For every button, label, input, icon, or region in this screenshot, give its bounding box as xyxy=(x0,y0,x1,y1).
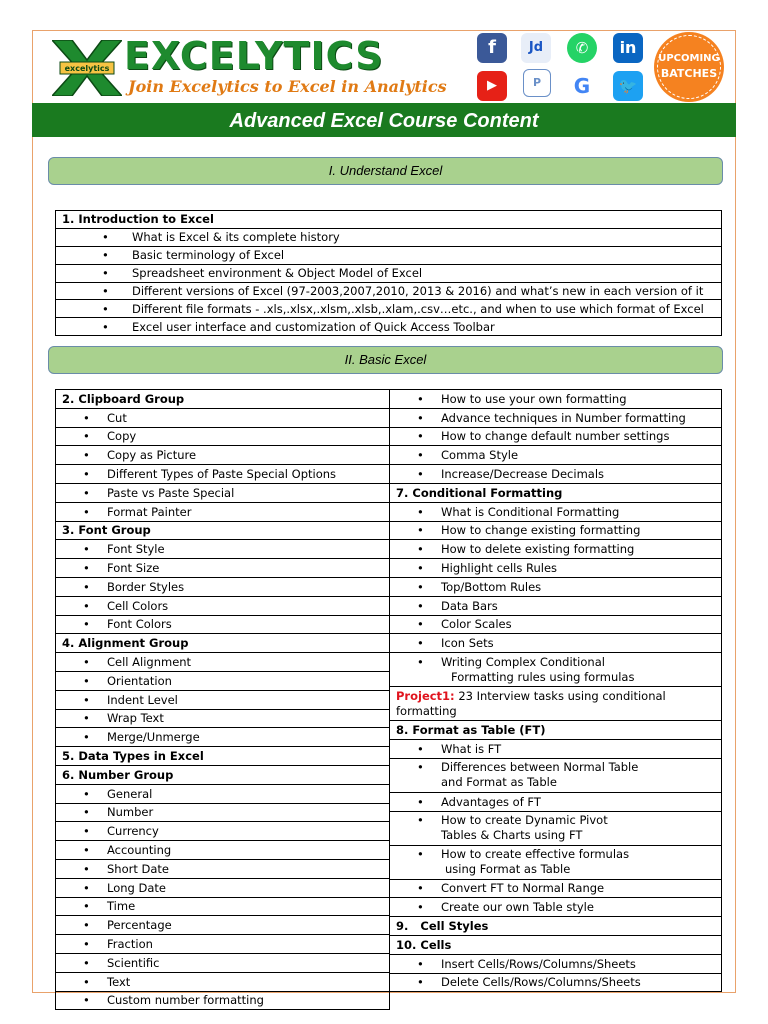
youtube-icon[interactable]: ▶ xyxy=(477,71,507,101)
ft-diff-line2: and Format as Table xyxy=(441,775,557,790)
list-item: • Different versions of Excel (97-2003,2007,2010, 2013 & 2016) and what’s new in each version of it xyxy=(56,282,722,300)
basic-excel-right-table xyxy=(389,389,722,992)
list-item: • Cut xyxy=(56,408,390,427)
list-item: • Merge/Unmerge xyxy=(56,728,390,747)
list-item: • Basic terminology of Excel xyxy=(56,246,722,264)
ft-pivot-line2: Tables & Charts using FT xyxy=(441,828,583,843)
badge-line2: BATCHES xyxy=(660,67,718,80)
list-item: • Copy xyxy=(56,427,390,446)
list-item: • Font Size xyxy=(56,559,390,578)
list-item xyxy=(390,758,722,792)
project-row xyxy=(390,687,722,721)
list-item: • What is Conditional Formatting xyxy=(390,502,722,521)
brand-name: EXCELYTICS xyxy=(124,34,384,78)
urbanpro-icon[interactable]: P xyxy=(523,69,551,97)
list-item: • Cell Alignment xyxy=(56,653,390,672)
list-item: • What is FT xyxy=(390,739,722,758)
table-heading: 5. Data Types in Excel xyxy=(56,747,390,766)
list-item: • Data Bars xyxy=(390,596,722,615)
excelytics-logo-icon xyxy=(52,40,122,96)
basic-excel-left-table xyxy=(55,389,390,1010)
project-text: 23 Interview tasks using conditional formatting xyxy=(396,688,666,718)
list-item: • Fraction xyxy=(56,935,390,954)
list-item: • Highlight cells Rules xyxy=(390,559,722,578)
ft-formula-line2: using Format as Table xyxy=(445,862,571,877)
list-item: • Number xyxy=(56,803,390,822)
list-item: • Different file formats - .xls,.xlsx,.xlsm,.xlsb,.xlam,.csv…etc., and when to use which format of Excel xyxy=(56,300,722,318)
list-item: • How to delete existing formatting xyxy=(390,540,722,559)
list-item: • Different Types of Paste Special Options xyxy=(56,465,390,484)
list-item xyxy=(390,845,722,879)
list-item: • Advantages of FT xyxy=(390,792,722,811)
table-heading: 8. Format as Table (FT) xyxy=(390,721,722,740)
list-item: • How to use your own formatting xyxy=(390,390,722,409)
section-header-understand-excel: I. Understand Excel xyxy=(48,157,723,185)
ft-diff-line1: • Differences between Normal Table xyxy=(417,760,715,775)
list-item: • Long Date xyxy=(56,878,390,897)
list-item: • Delete Cells/Rows/Columns/Sheets xyxy=(390,973,722,992)
list-item: • Insert Cells/Rows/Columns/Sheets xyxy=(390,954,722,973)
list-item: • Paste vs Paste Special xyxy=(56,483,390,502)
list-item: • Format Painter xyxy=(56,502,390,521)
list-item: • Border Styles xyxy=(56,577,390,596)
table-heading: 10. Cells xyxy=(390,935,722,954)
list-item: • Comma Style xyxy=(390,446,722,465)
google-icon[interactable]: G xyxy=(567,71,597,101)
list-item: • Color Scales xyxy=(390,615,722,634)
page-title: Advanced Excel Course Content xyxy=(32,103,736,137)
list-item: • Percentage xyxy=(56,916,390,935)
list-item: • Short Date xyxy=(56,859,390,878)
whatsapp-icon[interactable]: ✆ xyxy=(567,33,597,63)
table-heading: 2. Clipboard Group xyxy=(56,390,390,409)
list-item: • Cell Colors xyxy=(56,596,390,615)
list-item: • Currency xyxy=(56,822,390,841)
table-heading: 9. Cell Styles xyxy=(390,917,722,936)
list-item: • Advance techniques in Number formatting xyxy=(390,408,722,427)
table-heading: 7. Conditional Formatting xyxy=(390,483,722,502)
list-item: • Custom number formatting xyxy=(56,991,390,1010)
list-item: • Font Style xyxy=(56,540,390,559)
complex-line2: Formatting rules using formulas xyxy=(451,669,635,684)
list-item: • Indent Level xyxy=(56,690,390,709)
list-item: • Copy as Picture xyxy=(56,446,390,465)
list-item: • Accounting xyxy=(56,841,390,860)
list-item: • Text xyxy=(56,972,390,991)
list-item: • Spreadsheet environment & Object Model of Excel xyxy=(56,264,722,282)
logo-small-text: excelytics xyxy=(64,64,110,73)
list-item xyxy=(390,653,722,687)
complex-line1: • Writing Complex Conditional xyxy=(417,655,715,670)
list-item: • Orientation xyxy=(56,671,390,690)
list-item: • How to change existing formatting xyxy=(390,521,722,540)
badge-line1: UPCOMING xyxy=(658,53,720,64)
list-item: • Wrap Text xyxy=(56,709,390,728)
list-item xyxy=(390,811,722,845)
facebook-icon[interactable]: f xyxy=(477,33,507,63)
table-heading: 3. Font Group xyxy=(56,521,390,540)
project-label: Project1: xyxy=(396,688,455,703)
ft-formula-line1: • How to create effective formulas xyxy=(417,847,715,862)
tagline: Join Excelytics to Excel in Analytics xyxy=(128,77,447,96)
intro-table xyxy=(55,210,722,336)
ft-pivot-line1: • How to create Dynamic Pivot xyxy=(417,813,715,828)
list-item: • How to change default number settings xyxy=(390,427,722,446)
list-item: • Increase/Decrease Decimals xyxy=(390,465,722,484)
linkedin-icon[interactable]: in xyxy=(613,33,643,63)
list-item: • General xyxy=(56,784,390,803)
list-item: • Excel user interface and customization of Quick Access Toolbar xyxy=(56,318,722,336)
list-item: • Top/Bottom Rules xyxy=(390,577,722,596)
social-icons xyxy=(473,33,653,103)
table-heading: 1. Introduction to Excel xyxy=(56,211,722,229)
upcoming-batches-badge[interactable] xyxy=(654,32,724,102)
list-item: • Scientific xyxy=(56,953,390,972)
section-header-basic-excel: II. Basic Excel xyxy=(48,346,723,374)
table-heading: 6. Number Group xyxy=(56,765,390,784)
list-item: • Convert FT to Normal Range xyxy=(390,879,722,898)
list-item: • What is Excel & its complete history xyxy=(56,228,722,246)
list-item: • Font Colors xyxy=(56,615,390,634)
twitter-icon[interactable]: 🐦 xyxy=(613,71,643,101)
table-heading: 4. Alignment Group xyxy=(56,634,390,653)
list-item: • Time xyxy=(56,897,390,916)
justdial-icon[interactable]: Jd xyxy=(521,33,551,63)
list-item: • Icon Sets xyxy=(390,634,722,653)
list-item: • Create our own Table style xyxy=(390,898,722,917)
